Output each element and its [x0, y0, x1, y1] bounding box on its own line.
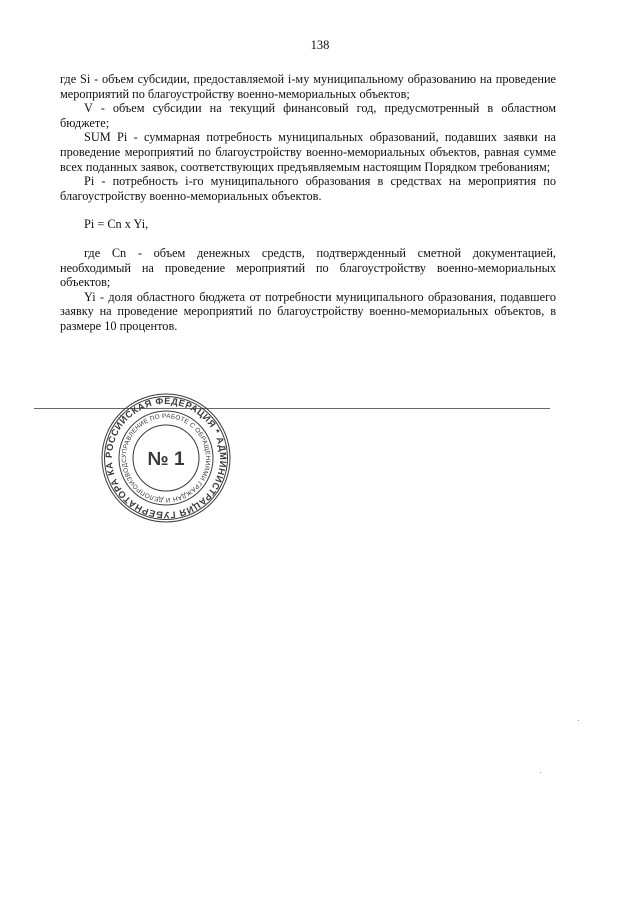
scan-speck	[540, 772, 541, 773]
paragraph-yi-definition: Yi - доля областного бюджета от потребности муниципального образования, подавшего заявку на проведение мероприятий по благоустройству военно-мемориальных объектов, в размере 10 процентов.	[60, 289, 556, 333]
paragraph-cn-definition: где Cn - объем денежных средств, подтвержденный сметной документацией, необходимый на проведение мероприятий по благоустройству военно-мемориальных объектов;	[60, 245, 556, 290]
page-number: 138	[310, 38, 330, 52]
paragraph-pi-definition: Pi - потребность i-го муниципального образования в средствах на мероприятия по благоустройству военно-мемориальных объектов.	[60, 174, 556, 203]
document-body	[60, 72, 556, 334]
formula-pi: Pi = Cn x Yi,	[84, 217, 149, 232]
paragraph-sum-pi-definition: SUM Pi - суммарная потребность муниципальных образований, подавших заявки на проведение мероприятий по благоустройству военно-мемориальных объектов, равная сумме всех поданных заявок, соответствующих предъявляемым настоящим Порядком требованиям;	[60, 130, 556, 174]
paragraph-v-definition: V - объем субсидии на текущий финансовый год, предусмотренный в областном бюджете;	[60, 101, 556, 130]
official-seal	[100, 392, 232, 524]
seal-outer-text: РОССИЙСКАЯ ФЕДЕРАЦИЯ * АДМИНИСТРАЦИЯ ГУБЕРНАТОРА КА	[103, 395, 229, 521]
seal-center-number: № 1	[147, 449, 185, 470]
seal-inner-text: УПРАВЛЕНИЕ ПО РАБОТЕ С ОБРАЩЕНИЯМИ ГРАЖДАН И ДЕЛОПРОИЗВОДС	[120, 412, 212, 504]
scan-speck	[578, 720, 579, 721]
paragraph-si-definition: где Si - объем субсидии, предоставляемой i-му муниципальному образованию на проведение мероприятий по благоустройству военно-мемориальных объектов;	[60, 72, 556, 101]
